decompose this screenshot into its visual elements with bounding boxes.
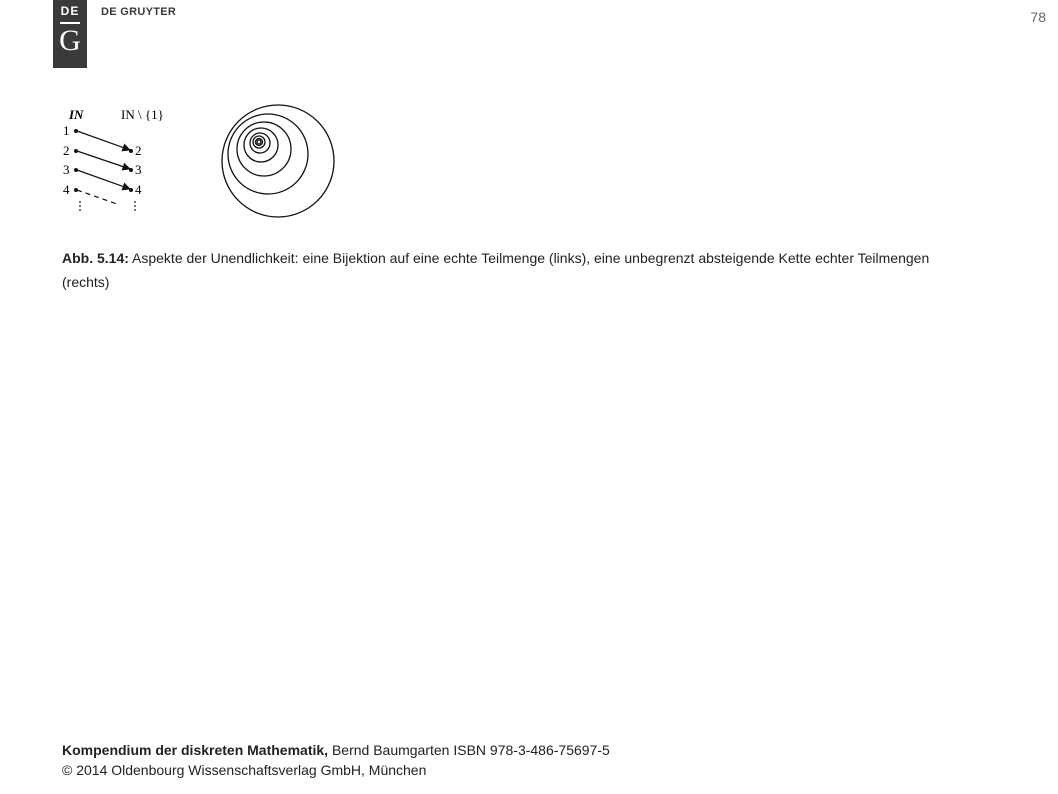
mapping-arrow-dashed (77, 190, 117, 204)
right-number-3: 3 (135, 162, 142, 177)
circle-1 (222, 105, 334, 217)
left-number-3: 3 (63, 162, 70, 177)
figure-5-14 (55, 100, 355, 225)
figure-caption (62, 246, 962, 294)
logo-g-text: G (59, 24, 81, 57)
page-footer (62, 740, 610, 780)
figure-graphic (55, 100, 355, 225)
right-dot-2 (129, 149, 133, 153)
vertical-ellipsis-right (134, 201, 136, 211)
book-title: Kompendium der diskreten Mathematik, (62, 742, 329, 758)
set-n-label: IN (69, 107, 84, 122)
right-dot-4 (129, 188, 133, 192)
right-number-4: 4 (135, 182, 142, 197)
mapping-arrow-3 (77, 170, 130, 189)
caption-text: Aspekte der Unendlichkeit: eine Bijektion auf eine echte Teilmenge (links), eine unbegrenzt absteigende Kette echter Teilmengen (rechts) (62, 250, 930, 290)
circle-8 (257, 140, 261, 144)
citation-line (62, 740, 610, 760)
book-author-isbn: Bernd Baumgarten ISBN 978-3-486-75697-5 (328, 742, 610, 758)
caption-label: Abb. 5.14: (62, 250, 129, 266)
circle-6 (253, 136, 265, 148)
copyright-line: © 2014 Oldenbourg Wissenschaftsverlag GmbH, München (62, 762, 427, 778)
vertical-ellipsis-left (79, 201, 81, 211)
circle-2 (228, 114, 308, 194)
logo-de-text: DE (60, 4, 80, 18)
publisher-name: DE GRUYTER (101, 6, 177, 18)
right-dot-3 (129, 168, 133, 172)
right-number-2: 2 (135, 143, 142, 158)
mapping-arrow-2 (77, 151, 130, 169)
left-number-1: 1 (63, 123, 70, 138)
nested-circles (222, 105, 334, 217)
left-number-2: 2 (63, 143, 70, 158)
left-number-4: 4 (63, 182, 70, 197)
mapping-arrow-1 (77, 131, 130, 150)
publisher-logo (53, 0, 87, 68)
set-n-minus-one-label: IN \ {1} (121, 107, 164, 122)
page-number: 78 (1030, 9, 1046, 25)
